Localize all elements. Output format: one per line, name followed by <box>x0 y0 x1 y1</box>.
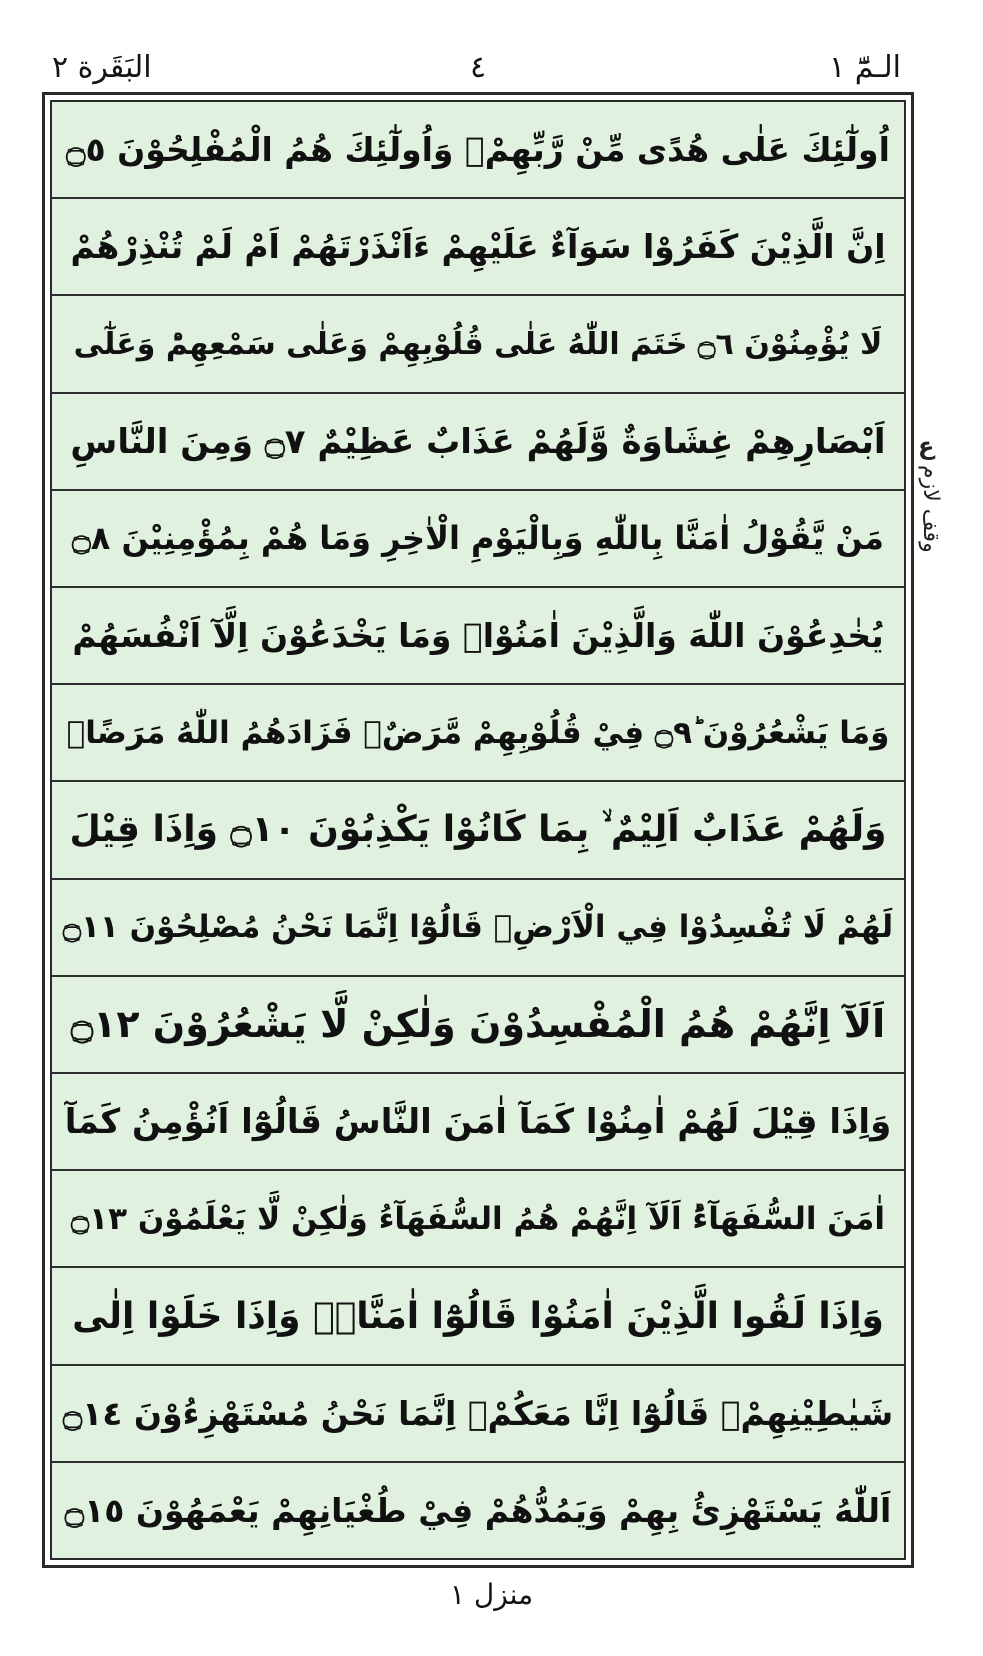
line-text: اِنَّ الَّذِيْنَ كَفَرُوْا سَوَآءٌ عَلَيْهِمْ ءَاَنْذَرْتَهُمْ اَمْ لَمْ تُنْذِرْهُمْ <box>70 227 886 267</box>
text-line <box>52 1268 904 1365</box>
text-line <box>52 1463 904 1558</box>
text-line <box>52 102 904 199</box>
text-panel <box>50 100 906 1560</box>
text-frame <box>42 92 914 1568</box>
line-text: اَلَآ اِنَّهُمْ هُمُ الْمُفْسِدُوْنَ وَلٰكِنْ لَّا يَشْعُرُوْنَ ۝١٢ <box>70 1002 886 1047</box>
text-line <box>52 491 904 588</box>
line-text: وَمَا يَشْعُرُوْنَ ۝٩ؕ فِيْ قُلُوْبِهِمْ مَّرَضٌۙ فَزَادَهُمُ اللّٰهُ مَرَضًاۚ <box>66 714 890 751</box>
line-text: وَاِذَا لَقُوا الَّذِيْنَ اٰمَنُوْا قَالُوْٓا اٰمَنَّاۖۚ وَاِذَا خَلَوْا اِلٰى <box>72 1295 884 1337</box>
line-text: لَهُمْ لَا تُفْسِدُوْا فِي الْاَرْضِۙ قَالُوْٓا اِنَّمَا نَحْنُ مُصْلِحُوْنَ ۝١١ <box>62 909 894 946</box>
line-text: مَنْ يَّقُوْلُ اٰمَنَّا بِاللّٰهِ وَبِالْيَوْمِ الْاٰخِرِ وَمَا هُمْ بِمُؤْمِنِيْنَ ۝٨ <box>72 519 884 558</box>
line-text: اُولٰٓئِكَ عَلٰى هُدًى مِّنْ رَّبِّهِمْۗ وَاُولٰٓئِكَ هُمُ الْمُفْلِحُوْنَ ۝٥ <box>66 130 890 170</box>
line-text: لَا يُؤْمِنُوْنَ ۝٦ خَتَمَ اللّٰهُ عَلٰى قُلُوْبِهِمْ وَعَلٰى سَمْعِهِمْؕ وَعَلٰٓى <box>73 326 883 362</box>
page-header <box>0 44 983 92</box>
line-text: اَللّٰهُ يَسْتَهْزِئُ بِهِمْ وَيَمُدُّهُمْ فِيْ طُغْيَانِهِمْ يَعْمَهُوْنَ ۝١٥ <box>64 1490 892 1530</box>
page-number: ٤ <box>470 50 487 85</box>
line-text: وَاِذَا قِيْلَ لَهُمْ اٰمِنُوْا كَمَآ اٰمَنَ النَّاسُ قَالُوْٓا اَنُؤْمِنُ كَمَآ <box>64 1101 892 1142</box>
text-line <box>52 782 904 879</box>
line-text: وَلَهُمْ عَذَابٌ اَلِيْمٌ ۙ بِمَا كَانُوْا يَكْذِبُوْنَ ۝١٠ وَاِذَا قِيْلَ <box>69 809 887 851</box>
manzil-footer: منزل ١ <box>449 1578 534 1611</box>
text-line <box>52 880 904 977</box>
line-text: يُخٰدِعُوْنَ اللّٰهَ وَالَّذِيْنَ اٰمَنُوْاۚ وَمَا يَخْدَعُوْنَ اِلَّآ اَنْفُسَهُمْ <box>72 616 884 656</box>
text-line <box>52 1366 904 1463</box>
line-text: اَبْصَارِهِمْ غِشَاوَةٌ وَّلَهُمْ عَذَابٌ عَظِيْمٌ ۝٧ وَمِنَ النَّاسِ <box>70 421 886 462</box>
juz-title: الـمّٓ ١ <box>829 50 901 85</box>
surah-title: البَقَرة ٢ <box>52 50 152 85</box>
text-line <box>52 199 904 296</box>
text-line <box>52 1171 904 1268</box>
text-line <box>52 685 904 782</box>
text-line <box>52 588 904 685</box>
text-line <box>52 296 904 393</box>
ruku-mark: ع <box>918 432 935 460</box>
text-line <box>52 394 904 491</box>
line-text: شَيٰطِيْنِهِمْۙ قَالُوْٓا اِنَّا مَعَكُمْۙ اِنَّمَا نَحْنُ مُسْتَهْزِءُوْنَ ۝١٤ <box>62 1393 894 1433</box>
text-line <box>52 1074 904 1171</box>
text-line <box>52 977 904 1074</box>
line-text: اٰمَنَ السُّفَهَآءُؕ اَلَآ اِنَّهُمْ هُمُ السُّفَهَآءُ وَلٰكِنْ لَّا يَعْلَمُوْنَ ۝١٣ <box>71 1200 885 1237</box>
waqf-note: وقف لازم <box>918 465 943 553</box>
